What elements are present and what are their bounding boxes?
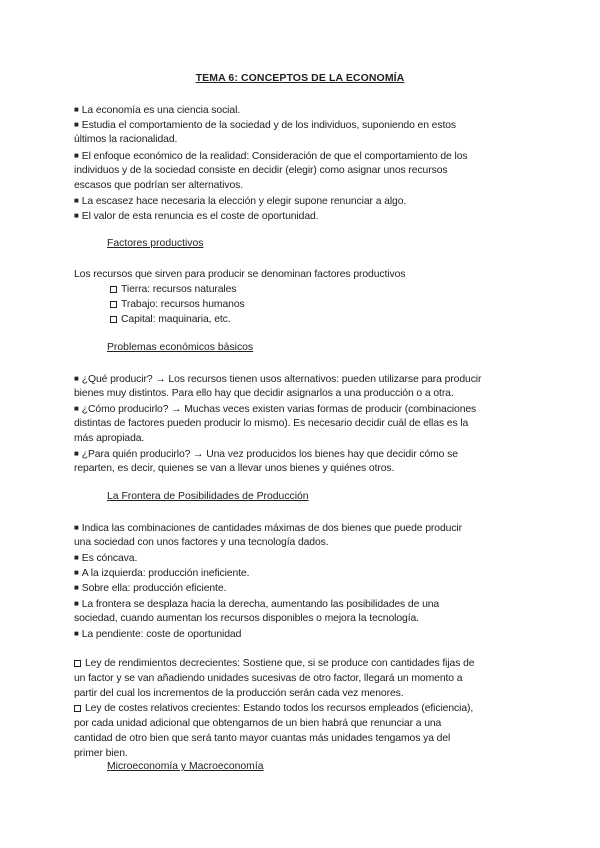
frontera-line: sociedad, cuando aumentan los recursos disponibles o mejora la tecnología. bbox=[74, 613, 419, 624]
frontera-line: ■ La pendiente: coste de oportunidad bbox=[74, 629, 242, 640]
frontera-line: ■ Es cóncava. bbox=[74, 553, 138, 564]
checkbox-icon bbox=[110, 316, 117, 323]
intro-line: ■ El enfoque económico de la realidad: Consideración de que el comportamiento de los bbox=[74, 151, 468, 162]
section-heading-frontera: La Frontera de Posibilidades de Producción bbox=[107, 491, 309, 502]
bullet-icon: ■ bbox=[74, 583, 79, 592]
frontera-line: ■ Sobre ella: producción eficiente. bbox=[74, 583, 227, 594]
problemas-line: bienes muy distintos. Para ello hay que decidir asignarlos a una producción o a otra. bbox=[74, 388, 454, 399]
leyes-line: primer bien. bbox=[74, 748, 128, 759]
intro-line: ■ El valor de esta renuncia es el coste de oportunidad. bbox=[74, 211, 319, 222]
problemas-line: ■ ¿Para quién producirlo? → Una vez producidos los bienes hay que decidir cómo se bbox=[74, 449, 458, 460]
intro-line: ■ Estudia el comportamiento de la sociedad y de los individuos, suponiendo en estos bbox=[74, 120, 457, 131]
factor-item: Trabajo: recursos humanos bbox=[110, 298, 245, 311]
checkbox-icon bbox=[74, 660, 81, 667]
bullet-icon: ■ bbox=[74, 568, 79, 577]
intro-line: ■ La economía es una ciencia social. bbox=[74, 105, 241, 116]
intro-line: escasos que podrían ser alternativos. bbox=[74, 180, 243, 191]
intro-line: ■ La escasez hace necesaria la elección y elegir supone renunciar a algo. bbox=[74, 196, 407, 207]
checkbox-icon bbox=[110, 301, 117, 308]
section-heading-factores: Factores productivos bbox=[107, 238, 204, 249]
bullet-icon: ■ bbox=[74, 374, 79, 383]
bullet-icon: ■ bbox=[74, 151, 79, 160]
frontera-line: ■ A la izquierda: producción ineficiente. bbox=[74, 568, 250, 579]
bullet-icon: ■ bbox=[74, 629, 79, 638]
frontera-line: ■ Indica las combinaciones de cantidades máximas de dos bienes que puede producir bbox=[74, 523, 462, 534]
leyes-line: Ley de rendimientos decrecientes: Sostiene que, si se produce con cantidades fijas de bbox=[74, 657, 474, 670]
factor-item: Capital: maquinaria, etc. bbox=[110, 313, 231, 326]
problemas-line: ■ ¿Qué producir? → Los recursos tienen usos alternativos: pueden utilizarse para producir bbox=[74, 374, 482, 385]
bullet-icon: ■ bbox=[74, 449, 79, 458]
section-heading-micro: Microeconomía y Macroeconomía bbox=[107, 761, 264, 772]
bullet-icon: ■ bbox=[74, 196, 79, 205]
bullet-icon: ■ bbox=[74, 105, 79, 114]
leyes-line: partir del cual los incrementos de la producción serán cada vez menores. bbox=[74, 688, 404, 699]
section-heading-problemas: Problemas económicos básicos bbox=[107, 342, 254, 353]
checkbox-icon bbox=[110, 286, 117, 293]
bullet-icon: ■ bbox=[74, 120, 79, 129]
leyes-line: Ley de costes relativos crecientes: Estando todos los recursos empleados (eficiencia), bbox=[74, 702, 473, 715]
leyes-line: un factor y se van añadiendo unidades sucesivas de otro factor, llegará un momento a bbox=[74, 673, 463, 684]
frontera-line: una sociedad con unos factores y una tecnología dados. bbox=[74, 537, 329, 548]
checkbox-icon bbox=[74, 705, 81, 712]
problemas-line: ■ ¿Cómo producirlo? → Muchas veces existen varias formas de producir (combinaciones bbox=[74, 404, 477, 415]
factor-item: Tierra: recursos naturales bbox=[110, 283, 236, 296]
bullet-icon: ■ bbox=[74, 211, 79, 220]
bullet-icon: ■ bbox=[74, 553, 79, 562]
intro-line: últimos la racionalidad. bbox=[74, 134, 178, 145]
factores-text: Los recursos que sirven para producir se denominan factores productivos bbox=[74, 269, 406, 280]
intro-line: individuos y de la sociedad consiste en decidir (elegir) como asignar unos recursos bbox=[74, 165, 448, 176]
bullet-icon: ■ bbox=[74, 523, 79, 532]
leyes-line: cantidad de otro bien que será tanto mayor cuantas más unidades tengamos ya del bbox=[74, 733, 451, 744]
problemas-line: reparten, es decir, quienes se van a llevar unos bienes y quiénes otros. bbox=[74, 463, 395, 474]
problemas-line: más apropiada. bbox=[74, 433, 145, 444]
bullet-icon: ■ bbox=[74, 404, 79, 413]
problemas-line: distintas de factores pueden producir lo mismo). Es necesario decidir cuál de ellas es la bbox=[74, 418, 469, 429]
bullet-icon: ■ bbox=[74, 599, 79, 608]
leyes-line: por cada unidad adicional que obtengamos de un bien habrá que renunciar a una bbox=[74, 718, 442, 729]
frontera-line: ■ La frontera se desplaza hacia la derecha, aumentando las posibilidades de una bbox=[74, 599, 440, 610]
page-title: TEMA 6: CONCEPTOS DE LA ECONOMÍA bbox=[195, 72, 405, 84]
